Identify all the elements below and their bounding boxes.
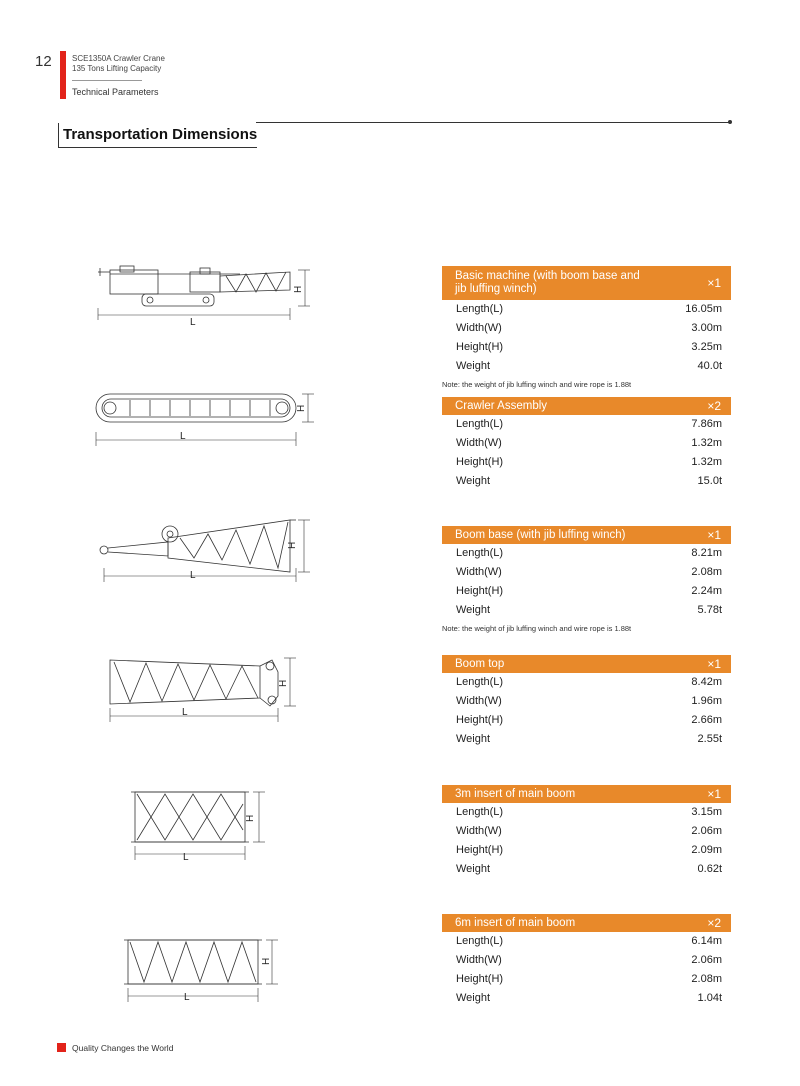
spec-row: Height(H) 2.24m: [456, 585, 722, 597]
spec-row: Weight 15.0t: [456, 475, 722, 487]
header-model: SCE1350A Crawler Crane: [72, 54, 165, 63]
3m-insert-drawing: [125, 782, 275, 862]
spec-boom-base: [442, 526, 731, 633]
spec-header: [442, 914, 731, 932]
spec-row: Length(L) 3.15m: [456, 806, 722, 818]
spec-qty: ×2: [707, 916, 721, 930]
spec-header: [442, 785, 731, 803]
crawler-assembly-drawing: [90, 388, 320, 452]
page-title: Transportation Dimensions: [63, 126, 258, 143]
spec-row: Width(W) 1.96m: [456, 695, 722, 707]
spec-row: Height(H) 1.32m: [456, 456, 722, 468]
spec-row: Width(W) 2.08m: [456, 566, 722, 578]
footer-tagline: Quality Changes the World: [72, 1043, 174, 1053]
length-label: L: [190, 570, 196, 581]
spec-6m-insert: [442, 914, 731, 1008]
spec-header: [442, 526, 731, 544]
length-label: L: [184, 992, 190, 1003]
page-number: 12: [35, 53, 52, 70]
height-label: H: [261, 957, 272, 965]
header-section: Technical Parameters: [72, 87, 159, 97]
spec-row: Height(H) 3.25m: [456, 341, 722, 353]
spec-row: Width(W) 2.06m: [456, 954, 722, 966]
spec-boom-top: [442, 655, 731, 749]
spec-row: Width(W) 3.00m: [456, 322, 722, 334]
height-label: H: [245, 814, 256, 822]
spec-row: Weight 5.78t: [456, 604, 722, 616]
basic-machine-drawing: [90, 262, 320, 332]
spec-row: Weight 2.55t: [456, 733, 722, 745]
spec-name: Boom base (with jib luffing winch): [455, 529, 626, 541]
height-label: H: [293, 285, 304, 293]
spec-crawler-assembly: [442, 397, 731, 491]
spec-row: Weight 1.04t: [456, 992, 722, 1004]
height-label: H: [296, 404, 307, 412]
spec-row: Weight 40.0t: [456, 360, 722, 372]
title-rule-dot: [728, 120, 732, 124]
spec-qty: ×1: [707, 276, 721, 290]
spec-name: Boom top: [455, 658, 505, 670]
length-label: L: [180, 431, 186, 442]
length-label: L: [183, 852, 189, 862]
spec-note: Note: the weight of jib luffing winch and wire rope is 1.88t: [442, 380, 632, 389]
spec-basic-machine: [442, 266, 731, 389]
spec-row: Weight 0.62t: [456, 863, 722, 875]
spec-row: Height(H) 2.08m: [456, 973, 722, 985]
height-label: H: [278, 679, 289, 687]
spec-3m-insert: [442, 785, 731, 879]
spec-row: Length(L) 8.21m: [456, 547, 722, 559]
spec-qty: ×1: [707, 657, 721, 671]
spec-name: 6m insert of main boom: [455, 917, 576, 929]
spec-qty: ×1: [707, 528, 721, 542]
spec-note: Note: the weight of jib luffing winch and wire rope is 1.88t: [442, 624, 632, 633]
6m-insert-drawing: [118, 932, 288, 1008]
spec-name: Basic machine (with boom base and jib luffing winch): [455, 270, 640, 295]
spec-row: Width(W) 2.06m: [456, 825, 722, 837]
boom-top-drawing: [100, 652, 300, 724]
spec-row: Length(L) 8.42m: [456, 676, 722, 688]
spec-header: [442, 655, 731, 673]
title-rule: [256, 122, 730, 123]
spec-row: Height(H) 2.09m: [456, 844, 722, 856]
spec-row: Length(L) 16.05m: [456, 303, 722, 315]
header-red-bar: [60, 51, 66, 99]
header-capacity: 135 Tons Lifting Capacity: [72, 64, 162, 73]
length-label: L: [182, 707, 188, 718]
header-divider: [72, 80, 142, 81]
spec-header: [442, 266, 731, 300]
height-label: H: [287, 541, 298, 549]
spec-name: Crawler Assembly: [455, 400, 548, 412]
spec-qty: ×1: [707, 787, 721, 801]
spec-qty: ×2: [707, 399, 721, 413]
spec-row: Width(W) 1.32m: [456, 437, 722, 449]
footer-red-square: [57, 1043, 66, 1052]
spec-header: [442, 397, 731, 415]
spec-row: Height(H) 2.66m: [456, 714, 722, 726]
spec-row: Length(L) 6.14m: [456, 935, 722, 947]
length-label: L: [190, 317, 196, 328]
spec-row: Length(L) 7.86m: [456, 418, 722, 430]
spec-name: 3m insert of main boom: [455, 788, 576, 800]
boom-base-drawing: [90, 514, 320, 590]
